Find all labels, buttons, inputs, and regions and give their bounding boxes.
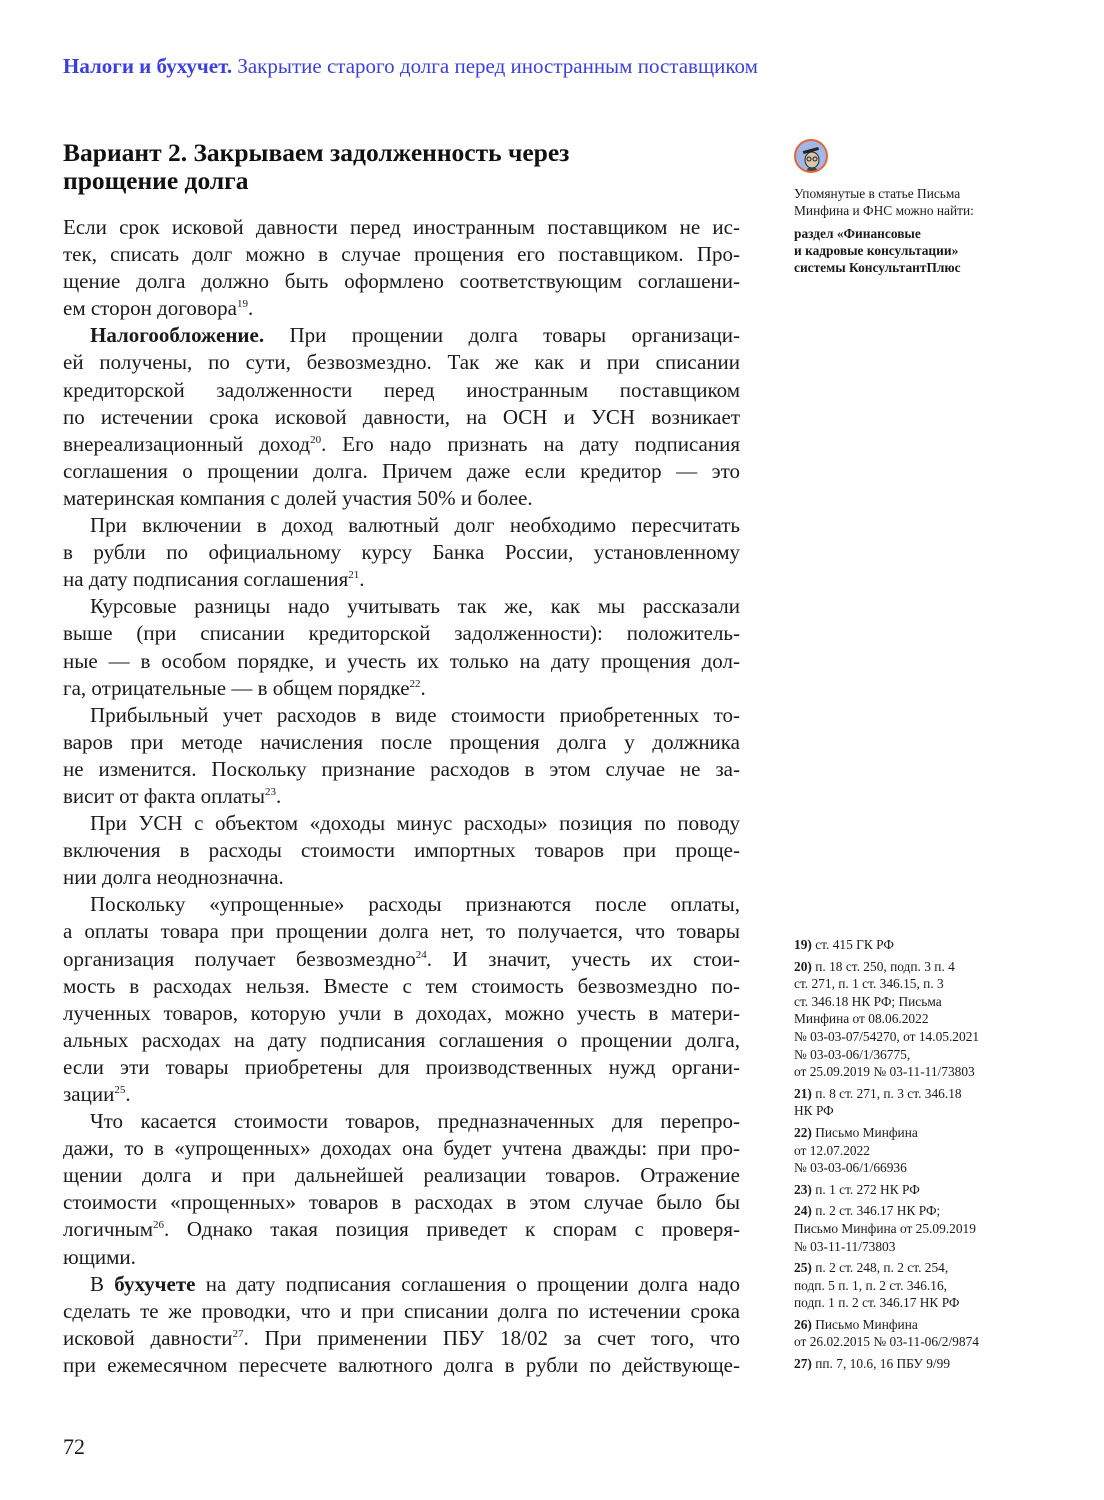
footnote-text: Письмо Минфина — [815, 1316, 918, 1332]
footnote-ref: 20 — [310, 433, 322, 446]
text-line — [63, 918, 740, 945]
text: . При применении ПБУ 18/02 за счет того, что — [243, 1325, 741, 1350]
footnote-text: п. 18 ст. 250, подп. 3 п. 4 — [815, 958, 955, 974]
sidebar-intro: Упомянутые в статье Письма — [794, 186, 961, 201]
text-line — [63, 946, 740, 973]
article-body — [63, 214, 740, 1379]
paragraph — [63, 702, 740, 810]
footnotes — [794, 936, 1054, 1377]
text: ные — в особом порядке, и учесть их только на дату прощения дол- — [63, 648, 740, 673]
text-line — [63, 1135, 740, 1162]
text-line — [63, 648, 740, 675]
text: . — [359, 567, 365, 592]
footnote-number: 24) — [794, 1203, 812, 1219]
text: Курсовые разницы надо учитывать так же, как мы рассказали — [90, 594, 740, 619]
text-line — [63, 620, 740, 647]
footnote-line — [794, 1063, 1054, 1081]
text-line — [63, 1054, 740, 1081]
text: а оплаты товара при прощении долга нет, то получается, что товары — [63, 919, 740, 944]
footnote-line — [794, 1102, 1054, 1120]
paragraph — [63, 891, 740, 1108]
text-line — [63, 512, 740, 539]
footnote-line — [794, 1238, 1054, 1256]
paragraph — [63, 214, 740, 322]
text: выше (при списании кредиторской задолженности): положитель- — [63, 621, 740, 646]
footnote-line — [794, 1277, 1054, 1295]
text-line — [63, 458, 740, 485]
footnote-line — [794, 1333, 1054, 1351]
text-line — [63, 485, 740, 512]
footnote-line — [794, 1202, 1054, 1220]
paragraph — [63, 1271, 740, 1379]
footnote-line — [794, 1316, 1054, 1334]
text: сделать те же проводки, что и при списании долга по истечении срока — [63, 1298, 740, 1323]
footnote-text: пп. 7, 10.6, 16 ПБУ 9/99 — [815, 1356, 951, 1372]
text: При включении в доход валютный долг необходимо пересчитать — [90, 513, 740, 538]
footnote-text: НК РФ — [794, 1103, 834, 1119]
text: мость в расходах нельзя. Вместе с тем стоимость безвозмездно по- — [63, 973, 740, 998]
footnote — [794, 1259, 1054, 1312]
text: исковой давности — [63, 1325, 233, 1350]
page-number: 72 — [63, 1434, 85, 1459]
footnote-ref: 26 — [153, 1219, 165, 1232]
text-line — [63, 702, 740, 729]
heading-line: прощение долга — [63, 166, 249, 195]
text-line — [63, 268, 740, 295]
footnote-text: ст. 415 ГК РФ — [815, 937, 894, 952]
footnote-ref: 23 — [264, 785, 276, 798]
text: Поскольку «упрощенные» расходы признаются после оплаты, — [90, 892, 740, 917]
paragraph — [63, 512, 740, 593]
text: При прощении долга товары организаци- — [264, 323, 740, 348]
text: если эти товары приобретены для производственных нужд органи- — [63, 1054, 740, 1079]
sidebar-source-line: и кадровые консультации» — [794, 243, 959, 258]
footnote-text: Письмо Минфина — [815, 1124, 918, 1140]
text: щении долга и при дальнейшей реализации товаров. Отражение — [63, 1163, 740, 1188]
text-line — [63, 349, 740, 376]
text-line — [63, 1189, 740, 1216]
paragraph — [63, 810, 740, 891]
text-line — [63, 431, 740, 458]
text-line — [63, 1216, 740, 1243]
text: тек, списать долг можно в случае прощения его поставщиком. Про- — [63, 242, 740, 267]
text: Что касается стоимости товаров, предназначенных для перепро- — [90, 1109, 740, 1134]
footnote-line — [794, 1159, 1054, 1177]
footnote-number: 25) — [794, 1260, 812, 1276]
footnote — [794, 1202, 1054, 1255]
text-line — [63, 1271, 740, 1298]
text: соглашения о прощении долга. Причем даже если кредитор — это — [63, 458, 740, 483]
running-header — [63, 54, 758, 79]
text: . Однако такая позиция приведет к спорам с проверя- — [164, 1217, 740, 1242]
text-line — [63, 377, 740, 404]
text-line — [63, 783, 740, 810]
text: при ежемесячном пересчете валютного долга в рубли по действующе- — [63, 1352, 740, 1377]
text: нии долга неоднозначна. — [63, 865, 284, 890]
text-line — [63, 864, 740, 891]
sidebar-note — [794, 185, 1054, 276]
text: логичным — [63, 1217, 154, 1242]
footnote-text: № 03-11-11/73803 — [794, 1238, 896, 1254]
sidebar-intro: Минфина и ФНС можно найти: — [794, 203, 974, 218]
text: . — [247, 296, 254, 321]
text: щение долга должно быть оформлено соответствующим соглашени- — [63, 269, 740, 294]
footnote-number: 23) — [794, 1181, 812, 1197]
footnote-line — [794, 1010, 1054, 1028]
text: стоимости «прощенных» товаров в расходах в этом случае было бы — [63, 1190, 740, 1215]
text: альных расходах на дату подписания соглашения о прощении долга, — [63, 1027, 740, 1052]
text: Прибыльный учет расходов в виде стоимости приобретенных то- — [90, 702, 740, 727]
text-line — [63, 593, 740, 620]
text: организация получает безвозмездно — [63, 946, 416, 971]
text-line — [63, 1027, 740, 1054]
header-section: Налоги и бухучет. — [63, 54, 233, 78]
footnote — [794, 1316, 1054, 1351]
text: ющими. — [63, 1244, 136, 1269]
text-line — [63, 1081, 740, 1108]
text: материнская компания с долей участия 50% и более. — [63, 485, 533, 510]
footnote-line — [794, 1124, 1054, 1142]
text-line — [63, 891, 740, 918]
footnote — [794, 1181, 1054, 1199]
text: В — [90, 1271, 115, 1296]
text-line — [63, 1325, 740, 1352]
footnote-line — [794, 1181, 1054, 1199]
text: на дату подписания соглашения — [63, 567, 349, 592]
footnote-text: подп. 1 п. 2 ст. 346.17 НК РФ — [794, 1295, 960, 1311]
text-line — [63, 1244, 740, 1271]
text-line — [63, 1108, 740, 1135]
text: Если срок исковой давности перед иностранным поставщиком не ис- — [63, 215, 740, 239]
text-line — [63, 295, 740, 322]
text-line — [63, 1298, 740, 1325]
text-line — [63, 810, 740, 837]
text: в рубли по официальному курсу Банка России, установленному — [63, 540, 740, 565]
footnote — [794, 1355, 1054, 1373]
text-line — [63, 404, 740, 431]
consultant-avatar-icon — [794, 139, 828, 173]
footnote-ref: 27 — [232, 1327, 244, 1340]
footnote-line — [794, 936, 1054, 954]
paragraph — [63, 593, 740, 701]
footnote-number: 20) — [794, 958, 812, 974]
footnote — [794, 936, 1054, 954]
text-line — [63, 539, 740, 566]
paragraph — [63, 1108, 740, 1271]
footnote-line — [794, 1259, 1054, 1277]
footnote-text: от 25.09.2019 № 03-11-11/73803 — [794, 1064, 975, 1080]
footnote-text: от 12.07.2022 — [794, 1142, 870, 1158]
footnote-text: Письмо Минфина от 25.09.2019 — [794, 1220, 976, 1236]
text: . И значит, учесть их стои- — [426, 946, 740, 971]
footnote — [794, 1085, 1054, 1120]
footnote-text: п. 2 ст. 346.17 НК РФ; — [815, 1203, 941, 1219]
text: дажи, то в «упрощенных» доходах она будет учтена дважды: при про- — [63, 1136, 740, 1161]
text: ем сторон договора — [63, 296, 237, 321]
sidebar-source-line: системы КонсультантПлюс — [794, 260, 961, 275]
text: . — [275, 783, 282, 808]
text: на дату подписания соглашения о прощении долга надо — [195, 1271, 740, 1296]
text: ей получены, по сути, безвозмездно. Так же как и при списании — [63, 350, 740, 375]
bold-term: Налогообложение. — [90, 323, 265, 348]
text: зации — [63, 1082, 115, 1106]
footnote-number: 21) — [794, 1085, 812, 1101]
footnote-number: 19) — [794, 937, 812, 952]
footnote-line — [794, 1028, 1054, 1046]
footnote-number: 22) — [794, 1124, 812, 1140]
text-line — [63, 214, 740, 241]
footnote-ref: 22 — [409, 677, 421, 690]
text: . — [420, 675, 426, 700]
text-line — [63, 729, 740, 756]
bold-term: бухучете — [114, 1271, 196, 1296]
text: га, отрицательные — в общем порядке — [63, 675, 410, 700]
paragraph — [63, 322, 740, 512]
footnote-line — [794, 1046, 1054, 1064]
footnote-text: от 26.02.2015 № 03-11-06/2/9874 — [794, 1334, 979, 1350]
footnote-text: ст. 271, п. 1 ст. 346.15, п. 3 — [794, 976, 944, 992]
text-line — [63, 1352, 740, 1379]
text: лученных товаров, которую учли в доходах, можно учесть в матери- — [63, 1000, 740, 1025]
text-line — [63, 322, 740, 349]
text: висит от факта оплаты — [63, 783, 265, 808]
footnote-text: № 03-03-06/1/66936 — [794, 1160, 907, 1176]
text: варов при методе начисления после прощения долга у должника — [63, 729, 740, 754]
footnote-line — [794, 1294, 1054, 1312]
sidebar-source-line: раздел «Финансовые — [794, 226, 921, 241]
footnote-line — [794, 975, 1054, 993]
footnote-text: ст. 346.18 НК РФ; Письма — [794, 993, 942, 1009]
text: . Его надо признать на дату подписания — [321, 431, 741, 456]
text: включения в расходы стоимости импортных товаров при проще- — [63, 838, 740, 863]
footnote-ref: 25 — [114, 1084, 126, 1096]
footnote-line — [794, 1142, 1054, 1160]
footnote-line — [794, 958, 1054, 976]
sidebar-source — [794, 225, 1054, 276]
footnote-ref: 21 — [348, 569, 360, 582]
footnote-text: Минфина от 08.06.2022 — [794, 1011, 929, 1027]
footnote-line — [794, 1220, 1054, 1238]
text-line — [63, 675, 740, 702]
footnote-text: п. 8 ст. 271, п. 3 ст. 346.18 — [815, 1085, 962, 1101]
footnote — [794, 958, 1054, 1081]
text-line — [63, 837, 740, 864]
section-heading — [63, 139, 743, 195]
text-line — [63, 1162, 740, 1189]
text-line — [63, 566, 740, 593]
text-line — [63, 241, 740, 268]
text: внереализационный доход — [63, 431, 311, 456]
footnote-line — [794, 1355, 1054, 1373]
text: кредиторской задолженности перед иностранным поставщиком — [63, 377, 740, 402]
text: по истечении срока исковой давности, на ОСН и УСН возникает — [63, 404, 740, 429]
footnote-ref: 19 — [236, 298, 248, 311]
text-line — [63, 973, 740, 1000]
footnote-text: п. 2 ст. 248, п. 2 ст. 254, — [815, 1260, 949, 1276]
footnote-text: подп. 5 п. 1, п. 2 ст. 346.16, — [794, 1277, 948, 1293]
text: не изменится. Поскольку признание расходов в этом случае не за- — [63, 756, 740, 781]
text: При УСН с объектом «доходы минус расходы» позиция по поводу — [90, 811, 740, 836]
footnote-ref: 24 — [415, 948, 427, 961]
footnote-text: № 03-03-07/54270, от 14.05.2021 — [794, 1028, 980, 1044]
header-title: Закрытие старого долга перед иностранным поставщиком — [237, 54, 758, 78]
footnote-text: п. 1 ст. 272 НК РФ — [815, 1181, 920, 1197]
footnote-line — [794, 993, 1054, 1011]
footnote-number: 27) — [794, 1356, 812, 1372]
text-line — [63, 756, 740, 783]
text-line — [63, 1000, 740, 1027]
footnote-line — [794, 1085, 1054, 1103]
footnote-text: № 03-03-06/1/36775, — [794, 1046, 911, 1062]
footnote — [794, 1124, 1054, 1177]
footnote-number: 26) — [794, 1316, 812, 1332]
heading-line: Вариант 2. Закрываем задолженность через — [63, 138, 570, 167]
text: . — [125, 1082, 131, 1106]
